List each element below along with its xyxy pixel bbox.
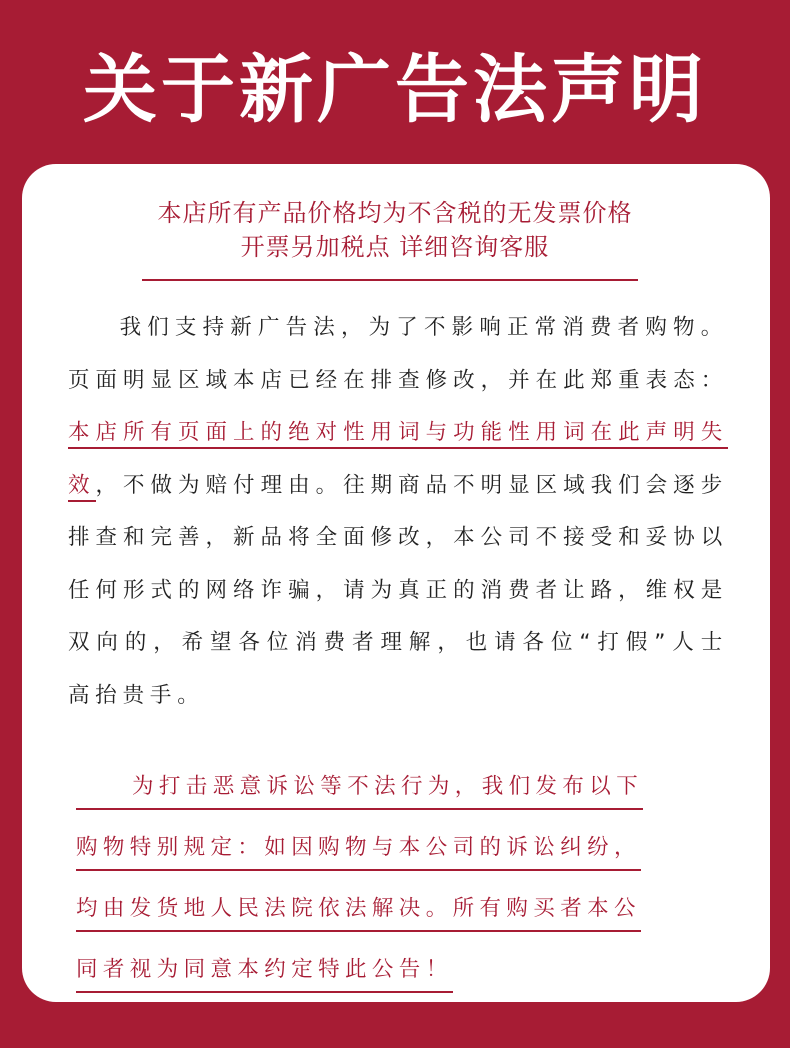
lead-divider: [142, 279, 638, 281]
special-rules: [76, 760, 716, 1004]
rules-line-3: 均由发货地人民法院依法解决。所有购买者本公: [76, 894, 641, 932]
statement-text-1: 我们支持新广告法，为了不影响正常消费者购物。页面明显区域本店已经在排查修改，并在此郑重表态：: [68, 315, 728, 393]
lead-line-2: 开票另加税点 详细咨询客服: [240, 233, 550, 261]
rules-line-1: 为打击恶意诉讼等不法行为，我们发布以下: [76, 772, 643, 810]
statement-body: [68, 302, 728, 722]
statement-text-2: ，不做为赔付理由。往期商品不明显区域我们会逐步排查和完善，新品将全面修改，本公司不接受和妥协以任何形式的网络诈骗，请为真正的消费者让路，维权是双向的，希望各位消费者理解，也请各位“打假”人士高抬贵手。: [68, 472, 728, 708]
lead-line-1: 本店所有产品价格均为不含税的无发票价格: [157, 199, 633, 227]
lead-notice: [0, 196, 790, 264]
rules-line-4: 同者视为同意本约定特此公告！: [76, 955, 453, 993]
statement-highlight: 本店所有页面上的绝对性用词与功能性用词在此声明失效: [68, 420, 728, 502]
statement-paragraph: [68, 302, 728, 722]
page-title: 关于新广告法声明: [83, 47, 707, 133]
rules-line-2: 购物特别规定：如因购物与本公司的诉讼纠纷，: [76, 833, 641, 871]
